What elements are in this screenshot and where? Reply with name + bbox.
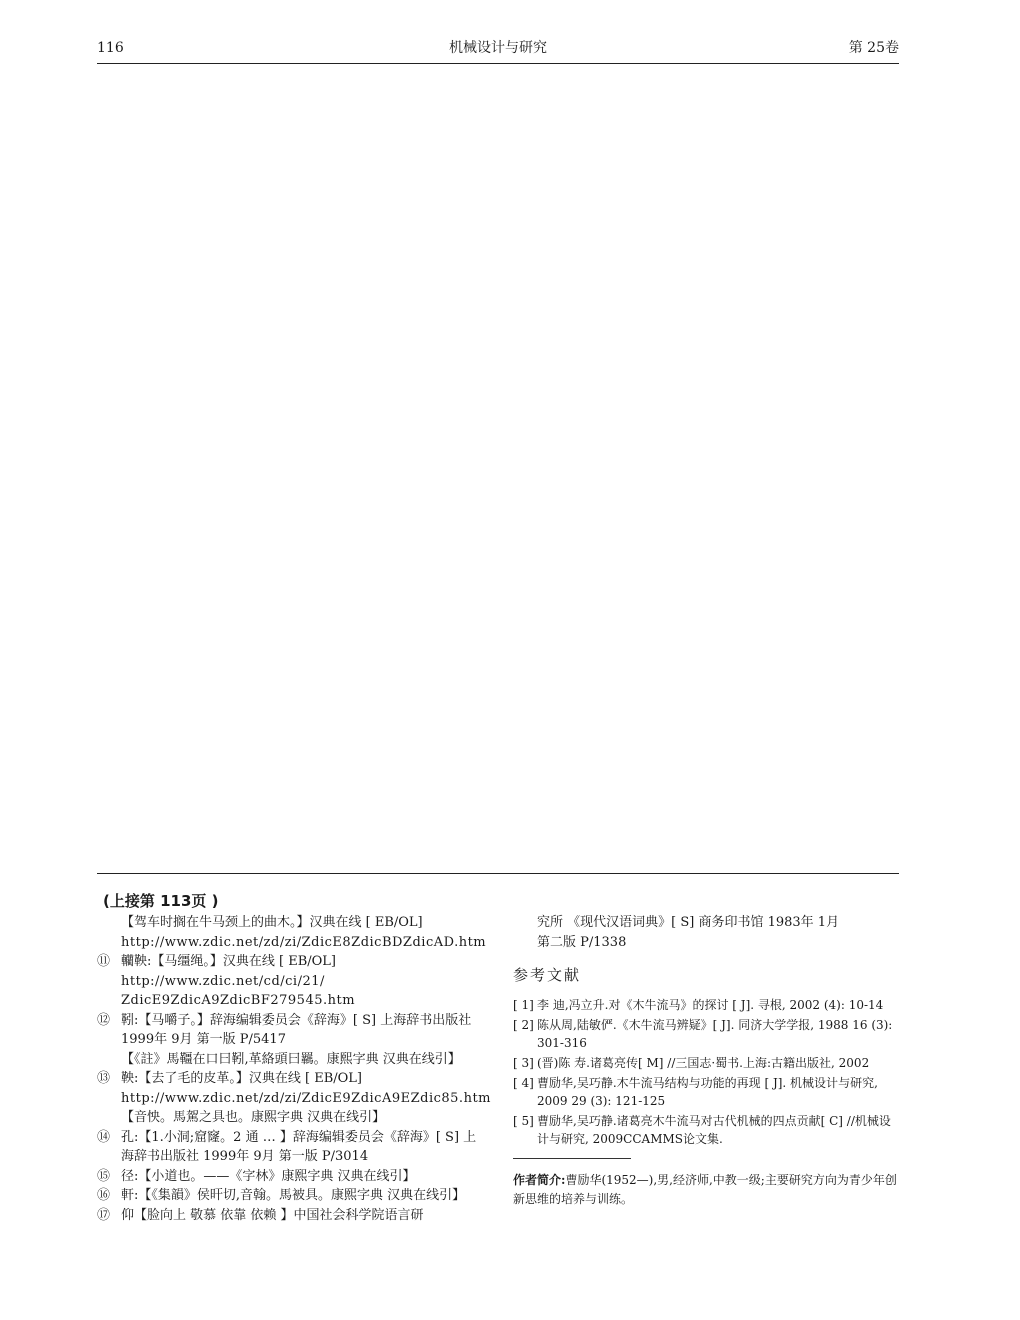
notes-column — [97, 913, 491, 1225]
note-url: http://www.zdic.net/zd/zi/ZdicE8ZdicBDZdicAD.htm — [121, 934, 487, 950]
note-url: ZdicE9ZdicA9ZdicBF279545.htm — [121, 993, 356, 1008]
note-item — [97, 1011, 485, 1070]
reference-number: [ 1] — [513, 997, 534, 1012]
reference-number: [ 3] — [513, 1055, 534, 1070]
author-bio — [513, 1171, 901, 1209]
note-number: ⑪ — [97, 954, 111, 969]
note-number: ⑯ — [97, 1188, 111, 1203]
volume-label: 第 25卷 — [848, 40, 899, 56]
note-number: ⑭ — [97, 1129, 111, 1145]
reference-item — [513, 996, 901, 1014]
note-item — [97, 1128, 485, 1167]
note-number: ⑮ — [97, 1168, 111, 1184]
note-line: 鞅:【去了毛的皮革。】汉典在线 [ EB/OL] — [121, 1071, 363, 1086]
header-rule — [97, 63, 899, 64]
reference-number: [ 5] — [513, 1113, 534, 1128]
reference-text: 陈从周,陆敏俨.《木牛流马辨疑》[ J]. 同济大学学报, 1988 16 (3): 301-316 — [537, 1017, 893, 1050]
references-column — [513, 913, 901, 1209]
reference-item — [513, 1016, 901, 1052]
note-item — [97, 1206, 485, 1226]
note-continuation — [513, 913, 901, 952]
reference-text: 曹励华,吴巧静.诸葛亮木牛流马对古代机械的四点贡献[ C] //机械设计与研究, 2009CCAMMS论文集. — [537, 1113, 891, 1146]
journal-title: 机械设计与研究 — [449, 40, 547, 56]
reference-item — [513, 1112, 901, 1148]
section-rule — [97, 873, 899, 874]
note-line: 仰【脸向上 敬慕 依靠 依赖 】中国社会科学院语言研 — [121, 1207, 424, 1223]
reference-number: [ 4] — [513, 1075, 534, 1090]
note-number: ⑬ — [97, 1071, 111, 1086]
reference-item — [513, 1054, 901, 1072]
note-line: 径:【小道也。——《字林》康熙字典 汉典在线引】 — [121, 1168, 416, 1184]
note-item — [97, 1186, 485, 1206]
reference-item — [513, 1074, 901, 1110]
reference-number: [ 2] — [513, 1017, 534, 1032]
note-line: 【驾车时搁在牛马颈上的曲木。】汉典在线 [ EB/OL] — [121, 915, 423, 930]
note-number: ⑰ — [97, 1207, 111, 1223]
continuation-heading: (上接第 113页 ) — [103, 892, 219, 910]
note-item — [97, 913, 485, 952]
page-number: 116 — [97, 40, 124, 56]
reference-text: 李 迪,冯立升.对《木牛流马》的探讨 [ J]. 寻根, 2002 (4): 10-14 — [537, 997, 884, 1012]
note-line: 轥鞅:【马缰绳。】汉典在线 [ EB/OL] — [121, 954, 337, 969]
note-line: 究所 《现代汉语词典》[ S] 商务印书馆 1983年 1月 — [537, 915, 840, 930]
reference-text: (晋)陈 寿.诸葛亮传[ M] //三国志·蜀书.上海:古籍出版社, 2002 — [537, 1055, 870, 1070]
footnote-rule — [513, 1158, 631, 1159]
note-url: http://www.zdic.net/cd/ci/21/ — [121, 973, 325, 989]
note-line: 靷:【马嚼子。】辞海编辑委员会《辞海》[ S] 上海辞书出版社 1999年 9月 第一版 P/5417 — [121, 1012, 472, 1047]
author-bio-label: 作者简介: — [513, 1172, 566, 1187]
note-item — [97, 952, 485, 1011]
note-item — [97, 1069, 491, 1128]
author-bio-text: 曹励华(1952—),男,经济师,中教一级;主要研究方向为青少年创新思维的培养与训练。 — [513, 1172, 897, 1206]
note-item — [97, 1167, 485, 1187]
note-line: 第二版 P/1338 — [537, 934, 627, 950]
references-heading: 参考文献 — [513, 966, 582, 984]
note-line: 【音怏。馬駕之具也。康熙字典 汉典在线引】 — [121, 1110, 386, 1125]
note-number: ⑫ — [97, 1012, 111, 1028]
note-line: 軒:【《集韻》侯旰切,音翰。馬被具。康熙字典 汉典在线引】 — [121, 1188, 466, 1203]
note-url: http://www.zdic.net/zd/zi/ZdicE9ZdicA9EZdic85.htm — [121, 1090, 491, 1106]
reference-text: 曹励华,吴巧静.木牛流马结构与功能的再现 [ J]. 机械设计与研究, 2009 29 (3): 121-125 — [537, 1075, 878, 1108]
note-line: 孔:【1.小洞;窟窿。2 通 … 】辞海编辑委员会《辞海》[ S] 上海辞书出版社 1999年 9月 第一版 P/3014 — [121, 1129, 477, 1164]
running-header — [97, 38, 899, 62]
note-line: 【《註》馬韁在口曰靷,革絡頭曰羈。康熙字典 汉典在线引】 — [121, 1051, 461, 1067]
